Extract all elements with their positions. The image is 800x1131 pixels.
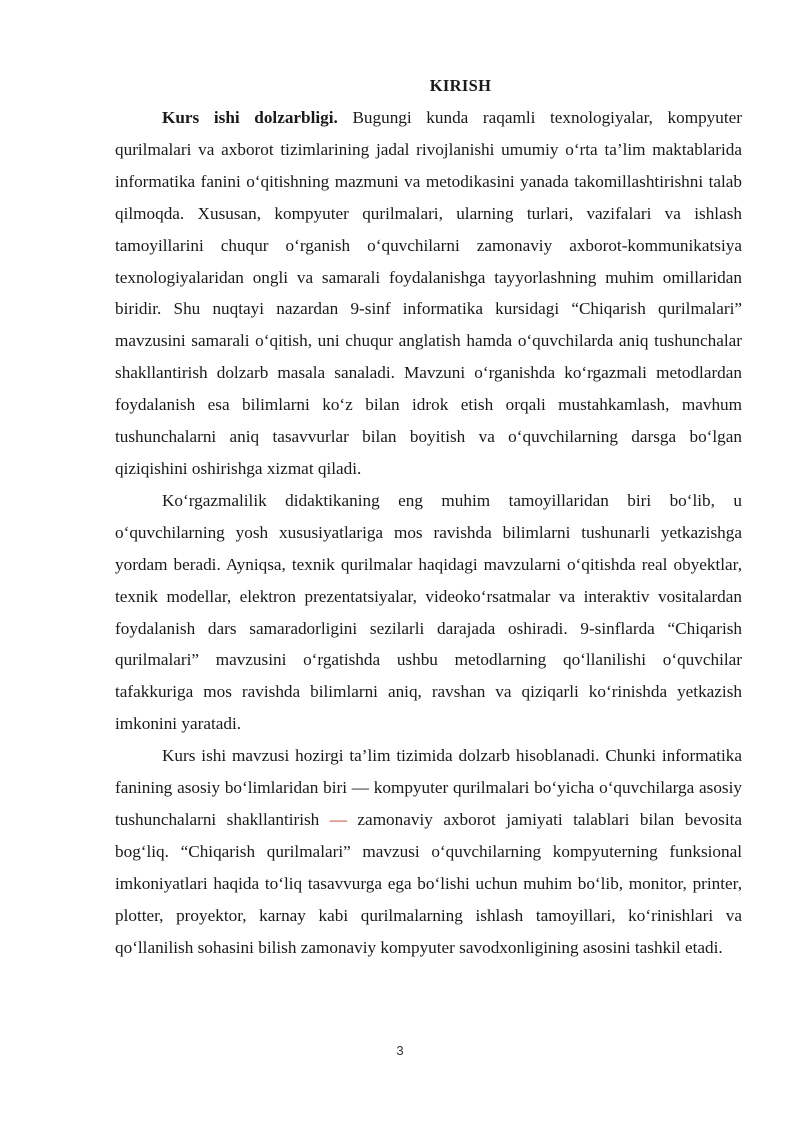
paragraph-text: Kurs ishi mavzusi hozirgi ta’lim tizimida dolzarb hisoblanadi. Chunki informatika fanining asosiy bo‘limlaridan biri — kompyuter qurilmalari bo‘yicha o‘quvchilarga asosiy tushunchalarni shakllantirish — [115, 746, 742, 829]
paragraph-visual-methods — [115, 485, 742, 740]
paragraph-text: zamonaviy axborot jamiyati talablari bilan bevosita bog‘liq. “Chiqarish qurilmalari” mavzusi o‘quvchilarning kompyuterning funksional imkoniyatlari haqida to‘liq tasavvurga ega bo‘lishi uchun muhim bo‘lib, monitor, printer, plotter, proyektor, karnay kabi qurilmalarning ishlash tamoyillari, ko‘rinishlari va qo‘llanilish sohasini bilish zamonaviy kompyuter savodxonligining asosini tashkil etadi. — [115, 809, 743, 957]
paragraph-text: Bugungi kunda raqamli texnologiyalar, kompyuter qurilmalari va axborot tizimlarining jadal rivojlanishi umumiy o‘rta ta’lim maktablarida informatika fanini o‘qitishning mazmuni va metodikasini yanada takomillashtirishni talab qilmoqda. Xususan, kompyuter qurilmalari, ularning turlari, vazifalari va ishlash tamoyillarini chuqur o‘rganish o‘quvchilarni zamonaviy axborot-kommunikatsiya texnologiyalaridan ongli va samarali foydalanishga tayyorlashning muhim omillaridan biridir. Shu nuqtayi nazardan 9-sinf informatika kursidagi “Chiqarish qurilmalari” mavzusini samarali o‘qitish, uni chuqur anglatish hamda o‘quvchilarda aniq tushunchalar shakllantirish dolzarb masala sanaladi. Mavzuni o‘rganishda ko‘rgazmali metodlardan foydalanish esa bilimlarni ko‘z bilan idrok etish orqali mustahkamlash, mavhum tushunchalarni aniq tasavvurlar bilan boyitish va o‘quvchilarning darsga bo‘lgan qiziqishini oshirishga xizmat qiladi. — [115, 108, 742, 478]
paragraph-text: Ko‘rgazmalilik didaktikaning eng muhim tamoyillaridan biri bo‘lib, u o‘quvchilarning yosh xususiyatlariga mos ravishda bilimlarni tushunarli yetkazishga yordam beradi. Ayniqsa, texnik qurilmalar haqidagi mavzularni o‘qitishda real obyektlar, texnik modellar, elektron prezentatsiyalar, videoko‘rsatmalar va interaktiv vositalardan foydalanish dars samaradorligini sezilarli darajada oshiradi. 9-sinflarda “Chiqarish qurilmalari” mavzusini o‘rgatishda ushbu metodlarning qo‘llanilishi o‘quvchilar tafakkuriga mos ravishda bilimlarni aniq, ravshan va qiziqarli ko‘rinishda yetkazish imkonini yaratadi. — [115, 490, 742, 734]
paragraph-relevance — [115, 102, 742, 485]
section-heading: KIRISH — [429, 76, 492, 95]
document-page — [115, 76, 742, 963]
paragraph-topic — [115, 740, 742, 963]
paragraph-lead: Kurs ishi dolzarbligi. — [162, 108, 338, 127]
page-number: 3 — [396, 1043, 404, 1058]
highlighted-dash: — — [329, 809, 347, 829]
